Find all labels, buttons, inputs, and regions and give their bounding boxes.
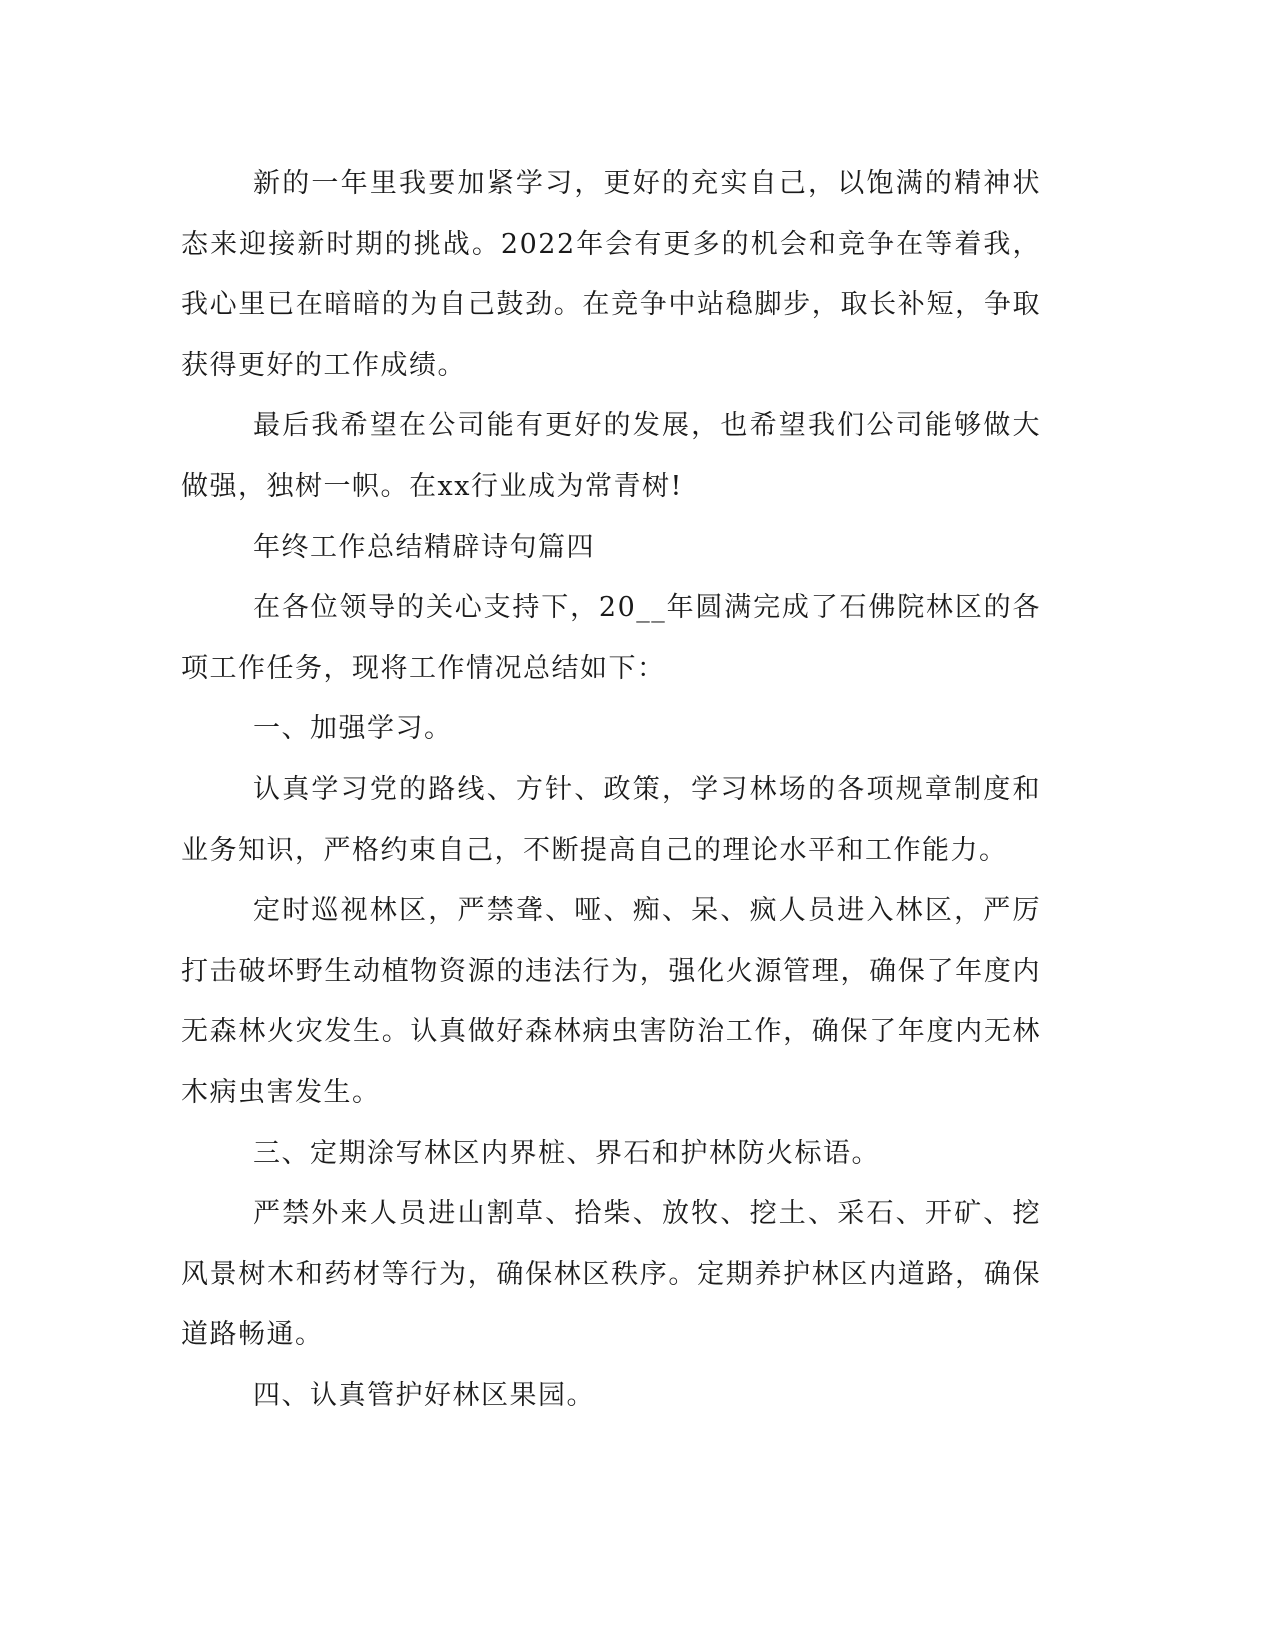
paragraph-intro: 在各位领导的关心支持下，20__年圆满完成了石佛院林区的各项工作任务，现将工作情况总结如下： bbox=[181, 592, 1041, 684]
heading-study: 一、加强学习。 bbox=[253, 713, 453, 745]
paragraph-company-hope: 最后我希望在公司能有更好的发展，也希望我们公司能够做大做强，独树一帜。在xx行业成为常青树! bbox=[181, 410, 1041, 502]
paragraph-new-year-plan: 新的一年里我要加紧学习，更好的充实自己，以饱满的精神状态来迎接新时期的挑战。2022年会有更多的机会和竞争在等着我，我心里已在暗暗的为自己鼓劲。在竞争中站稳脚步，取长补短，争取获得更好的工作成绩。 bbox=[181, 168, 1041, 381]
document-body bbox=[181, 154, 1041, 1426]
heading-markers: 三、定期涂写林区内界桩、界石和护林防火标语。 bbox=[253, 1137, 880, 1169]
paragraph-study: 认真学习党的路线、方针、政策，学习林场的各项规章制度和业务知识，严格约束自己，不断提高自己的理论水平和工作能力。 bbox=[181, 773, 1041, 866]
heading-orchard: 四、认真管护好林区果园。 bbox=[253, 1379, 595, 1411]
section-title: 年终工作总结精辟诗句篇四 bbox=[253, 531, 595, 563]
paragraph-forest-order: 严禁外来人员进山割草、拾柴、放牧、挖土、采石、开矿、挖风景树木和药材等行为，确保林区秩序。定期养护林区内道路，确保道路畅通。 bbox=[181, 1198, 1041, 1351]
paragraph-patrol: 定时巡视林区，严禁聋、哑、痴、呆、疯人员进入林区，严厉打击破坏野生动植物资源的违法行为，强化火源管理，确保了年度内无森林火灾发生。认真做好森林病虫害防治工作，确保了年度内无林木病虫害发生。 bbox=[181, 895, 1041, 1108]
